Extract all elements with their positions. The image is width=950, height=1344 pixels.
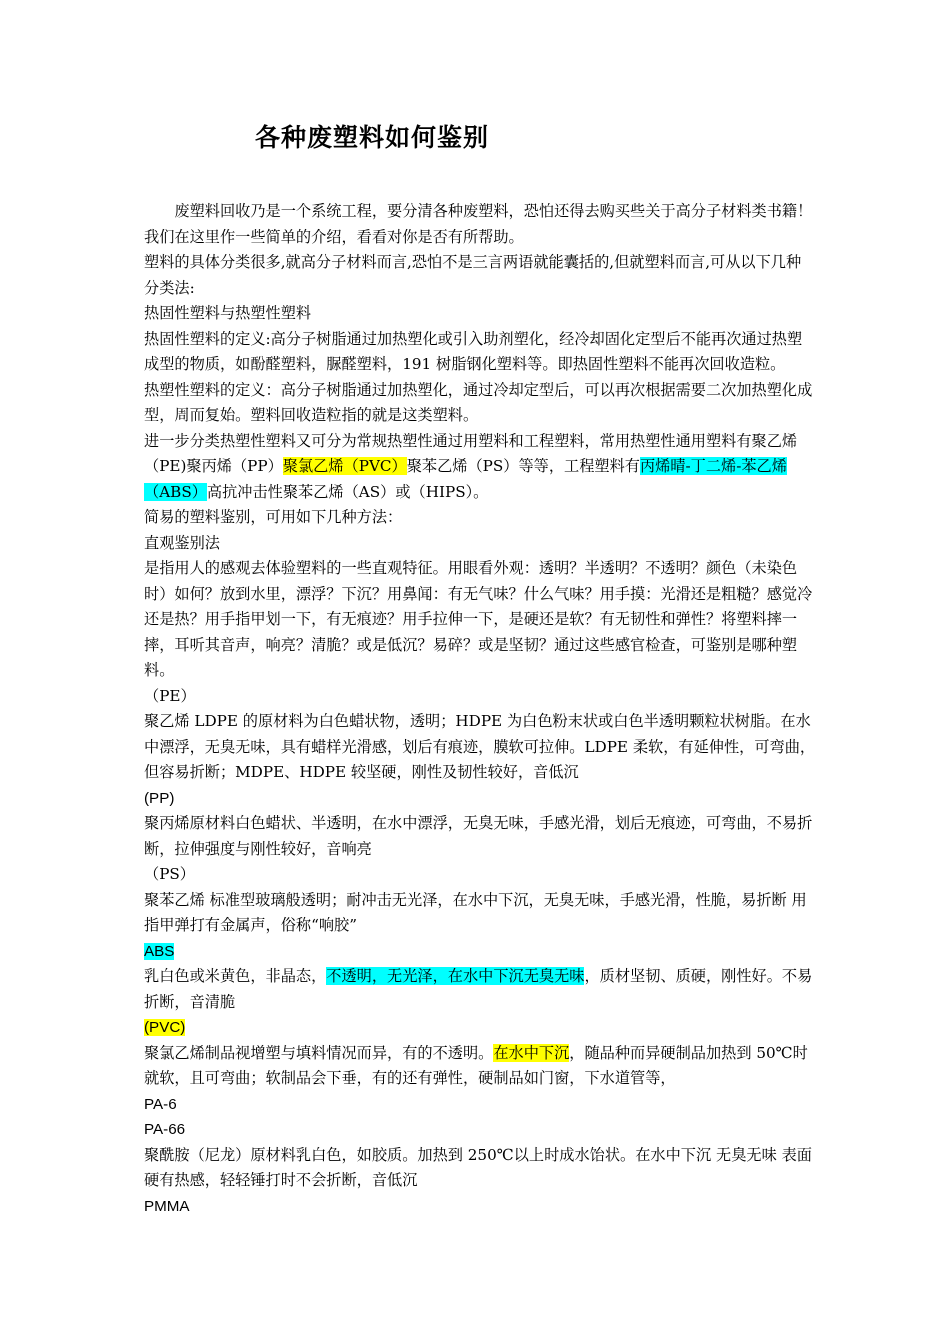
abs-description	[144, 964, 816, 1015]
thermoplastic-definition: 热塑性塑料的定义：高分子树脂通过加热塑化，通过冷却定型后，可以再次根据需要二次加热塑化成型，周而复始。塑料回收造粒指的就是这类塑料。	[144, 380, 813, 424]
pp-heading: (PP)	[144, 789, 175, 807]
thermoset-definition: 热固性塑料的定义:高分子树脂通过加热塑化或引入助剂塑化，经冷却固化定型后不能再次通过热塑成型的物质，如酚醛塑料，脲醛塑料，191 树脂钢化塑料等。即热固性塑料不能再次回收造粒。	[144, 329, 803, 373]
pe-description: 聚乙烯 LDPE 的原材料为白色蜡状物，透明；HDPE 为白色粉末状或白色半透明颗粒状树脂。在水中漂浮，无臭无味，具有蜡样光滑感，划后有痕迹，膜软可拉伸。LDPE 柔软，有延伸性，可弯曲，但容易折断；MDPE、HDPE 较坚硬，刚性及韧性较好，音低沉	[144, 712, 816, 781]
pvc-text-1: 聚氯乙烯制品视增塑与填料情况而异，有的不透明。	[144, 1043, 494, 1062]
classification-intro: 塑料的具体分类很多,就高分子材料而言,恐怕不是三言两语就能囊括的,但就塑料而言,可从以下几种分类法:	[144, 253, 802, 297]
abs-text-2: ，质材坚韧、质硬，刚性好。不易折断，音清脆	[144, 967, 813, 1011]
pa-description: 聚酰胺（尼龙）原材料乳白色，如胶质。加热到 250℃以上时成水饴状。在水中下沉 无臭无味 表面硬有热感，轻轻锤打时不会折断，音低沉	[144, 1145, 812, 1189]
abs-heading-line	[144, 939, 816, 965]
highlight-abs: 丙烯晴-丁二烯-苯乙烯（ABS）	[144, 457, 787, 501]
pmma-heading: PMMA	[144, 1197, 190, 1215]
document-body	[144, 199, 816, 1219]
visual-method-heading: 直观鉴别法	[144, 533, 220, 552]
classification-text-3: 高抗冲击性聚苯乙烯（AS）或（HIPS）。	[206, 482, 489, 501]
pa6-heading: PA-6	[144, 1095, 177, 1113]
ps-heading: （PS）	[144, 865, 195, 883]
simple-methods-intro: 简易的塑料鉴别，可用如下几种方法：	[144, 508, 403, 526]
pvc-heading-line	[144, 1015, 816, 1041]
abs-heading: ABS	[144, 942, 175, 960]
pvc-description	[144, 1041, 816, 1092]
ps-description: 聚苯乙烯 标准型玻璃般透明；耐冲击无光泽，在水中下沉，无臭无味，手感光滑，性脆，易折断 用指甲弹打有金属声，俗称“响胶”	[144, 890, 807, 934]
intro-paragraph: 废塑料回收乃是一个系统工程，要分清各种废塑料，恐怕还得去购买些关于高分子材料类书籍！我们在这里作一些简单的介绍，看看对你是否有所帮助。	[144, 202, 813, 246]
pa66-heading: PA-66	[144, 1121, 186, 1138]
abs-text-1: 乳白色或米黄色，非晶态，	[144, 967, 327, 985]
pp-description: 聚丙烯原材料白色蜡状、半透明，在水中漂浮，无臭无味，手感光滑，划后无痕迹，可弯曲，不易折断，拉伸强度与刚性较好，音响亮	[144, 814, 813, 858]
classification-paragraph	[144, 429, 816, 506]
abs-highlight: 不透明，无光泽，在水中下沉无臭无味	[326, 967, 585, 985]
pvc-heading: (PVC)	[144, 1019, 186, 1036]
classification-text-2: 聚苯乙烯（PS）等等，工程塑料有	[406, 457, 640, 475]
section-heading-thermo: 热固性塑料与热塑性塑料	[144, 304, 312, 322]
pe-heading: （PE）	[144, 686, 196, 705]
classification-text-1: 进一步分类热塑性塑料又可分为常规热塑性通过用塑料和工程塑料，常用热塑性通用塑料有聚乙烯（PE)聚丙烯（PP）	[144, 431, 798, 475]
document-title: 各种废塑料如何鉴别	[255, 123, 490, 152]
pvc-highlight: 在水中下沉	[493, 1043, 570, 1062]
visual-method-text: 是指用人的感观去体验塑料的一些直观特征。用眼看外观：透明？半透明？不透明？颜色（未染色时）如何？放到水里，漂浮？下沉？用鼻闻：有无气味？什么气味？用手摸：光滑还是粗糙？感觉冷还是热？用手指甲划一下，有无痕迹？用手拉伸一下，是硬还是软？有无韧性和弹性？将塑料摔一摔，耳听其音声，响亮？清脆？或是低沉？易碎？或是坚韧？通过这些感官检查，可鉴别是哪种塑料。	[144, 559, 813, 679]
pvc-text-2: ，随品种而异硬制品加热到 50℃时就软，且可弯曲；软制品会下垂，有的还有弹性，硬制品如门窗，下水道管等，	[144, 1043, 808, 1087]
highlight-pvc: 聚氯乙烯（PVC）	[282, 457, 407, 475]
